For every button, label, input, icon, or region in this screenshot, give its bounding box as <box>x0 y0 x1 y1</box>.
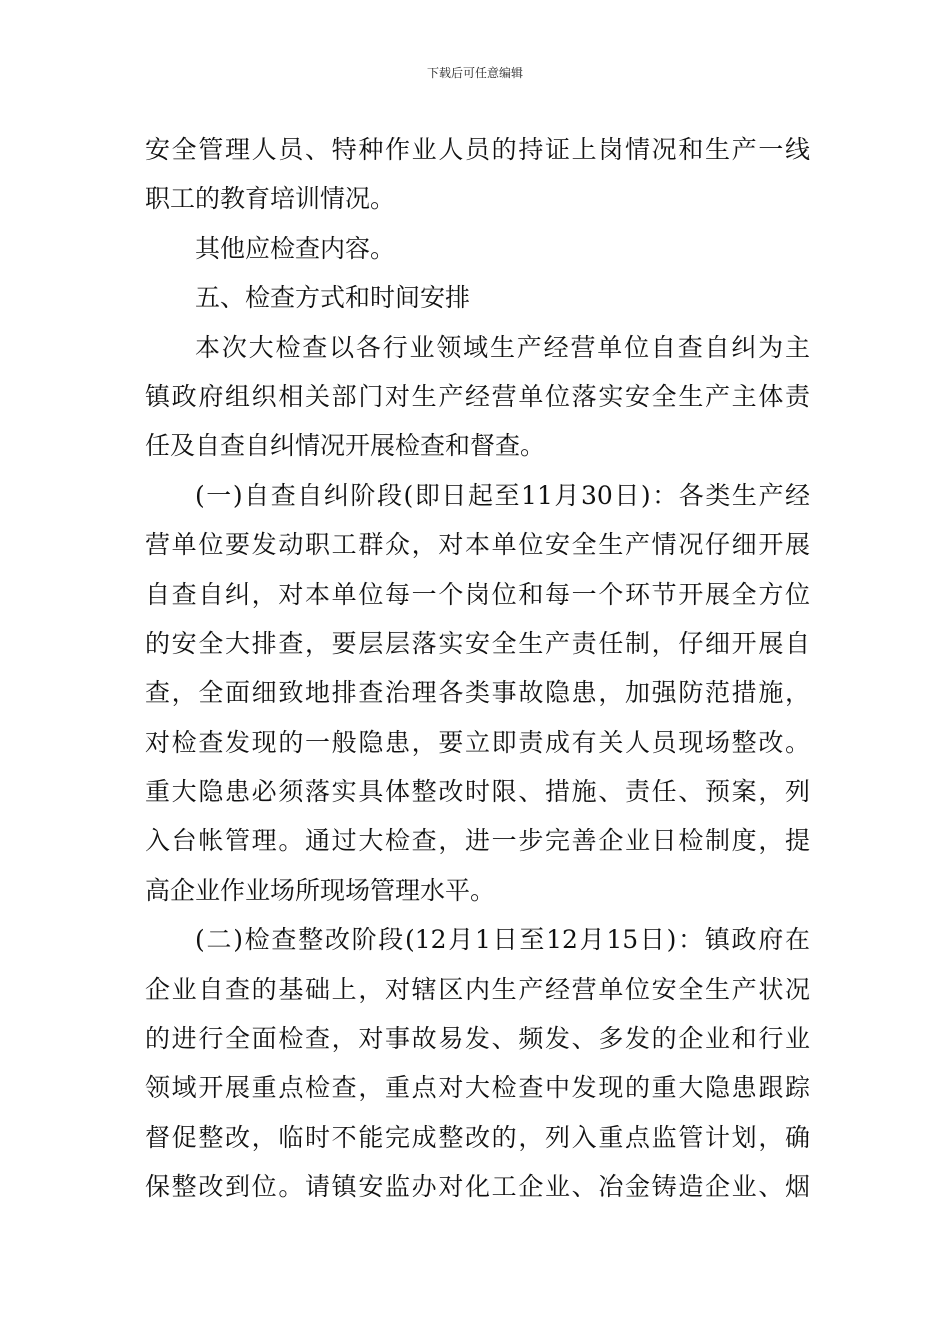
text-line: 任及自查自纠情况开展检查和督查。 <box>145 431 546 461</box>
text-line: 五、检查方式和时间安排 <box>195 283 471 313</box>
text-line: 职工的教育培训情况。 <box>145 184 396 214</box>
text-line: 对检查发现的一般隐患，要立即责成有关人员现场整改。 <box>145 727 810 757</box>
page-header: 下载后可任意编辑 <box>426 66 523 80</box>
text-line: 保整改到位。请镇安监办对化工企业、冶金铸造企业、烟 <box>145 1172 810 1202</box>
text-line: 企业自查的基础上，对辖区内生产经营单位安全生产状况 <box>145 974 810 1004</box>
text-line: 其他应检查内容。 <box>195 233 396 263</box>
text-line: (二)检查整改阶段(12月1日至12月15日)：镇政府在 <box>195 925 810 955</box>
text-line: 高企业作业场所现场管理水平。 <box>145 875 496 905</box>
text-line: 安全管理人员、特种作业人员的持证上岗情况和生产一线 <box>145 135 810 164</box>
text-line: 查，全面细致地排查治理各类事故隐患，加强防范措施， <box>145 678 810 708</box>
text-line: (一)自查自纠阶段(即日起至11月30日)：各类生产经 <box>195 480 810 510</box>
text-line: 的进行全面检查，对事故易发、频发、多发的企业和行业 <box>145 1024 810 1054</box>
text-line: 营单位要发动职工群众，对本单位安全生产情况仔细开展 <box>145 530 810 560</box>
text-line: 本次大检查以各行业领域生产经营单位自查自纠为主 <box>195 332 810 362</box>
text-line: 自查自纠，对本单位每一个岗位和每一个环节开展全方位 <box>145 579 810 609</box>
document-body <box>145 125 810 1212</box>
text-line: 的安全大排查，要层层落实安全生产责任制，仔细开展自 <box>145 628 810 658</box>
text-line: 重大隐患必须落实具体整改时限、措施、责任、预案，列 <box>145 777 810 807</box>
text-line: 入台帐管理。通过大检查，进一步完善企业日检制度，提 <box>145 826 810 856</box>
text-line: 督促整改，临时不能完成整改的，列入重点监管计划，确 <box>145 1122 810 1152</box>
text-line: 镇政府组织相关部门对生产经营单位落实安全生产主体责 <box>145 381 810 411</box>
text-line: 领域开展重点检查，重点对大检查中发现的重大隐患跟踪 <box>145 1073 810 1103</box>
